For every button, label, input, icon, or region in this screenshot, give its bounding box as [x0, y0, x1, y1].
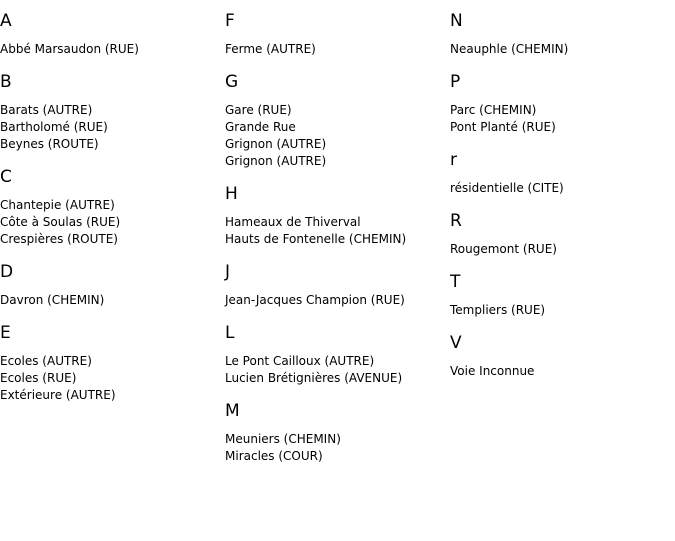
street-item[interactable]: Grignon (AUTRE): [225, 154, 327, 168]
letter-group-t: [450, 272, 670, 319]
street-item[interactable]: Bartholomé (RUE): [0, 120, 108, 134]
letter-group-d: [0, 262, 220, 309]
street-item[interactable]: Crespières (ROUTE): [0, 232, 118, 246]
letter-heading: C: [0, 167, 12, 187]
letter-group-g: [225, 72, 445, 170]
letter-heading: r: [450, 150, 457, 170]
letter-heading: V: [450, 333, 462, 353]
street-item[interactable]: Pont Planté (RUE): [450, 120, 556, 134]
street-item[interactable]: Abbé Marsaudon (RUE): [0, 42, 139, 56]
index-column-2: [225, 11, 445, 479]
letter-group-r-lower: [450, 150, 670, 197]
street-item[interactable]: Lucien Brétignières (AVENUE): [225, 371, 403, 385]
letter-heading: B: [0, 72, 12, 92]
street-item[interactable]: Hauts de Fontenelle (CHEMIN): [225, 232, 407, 246]
street-item[interactable]: Le Pont Cailloux (AUTRE): [225, 354, 375, 368]
street-item[interactable]: Beynes (ROUTE): [0, 137, 99, 151]
letter-heading: H: [225, 184, 238, 204]
letter-heading: D: [0, 262, 14, 282]
letter-heading: L: [225, 323, 235, 343]
street-item[interactable]: Ecoles (RUE): [0, 371, 77, 385]
letter-group-c: [0, 167, 220, 248]
street-item[interactable]: Parc (CHEMIN): [450, 103, 537, 117]
letter-group-f: [225, 11, 445, 58]
letter-group-a: [0, 11, 220, 58]
letter-heading: J: [225, 262, 231, 282]
letter-heading: T: [450, 272, 461, 292]
street-item[interactable]: Grignon (AUTRE): [225, 137, 327, 151]
street-item[interactable]: Côte à Soulas (RUE): [0, 215, 121, 229]
letter-heading: N: [450, 11, 463, 31]
street-item[interactable]: Rougemont (RUE): [450, 242, 557, 256]
letter-heading: E: [0, 323, 11, 343]
letter-group-v: [450, 333, 670, 380]
letter-heading: R: [450, 211, 462, 231]
letter-heading: M: [225, 401, 240, 421]
street-item[interactable]: Voie Inconnue: [450, 364, 535, 378]
index-column-1: [0, 11, 220, 418]
street-item[interactable]: Davron (CHEMIN): [0, 293, 105, 307]
street-item[interactable]: Hameaux de Thiverval: [225, 215, 361, 229]
letter-group-l: [225, 323, 445, 387]
street-item[interactable]: Miracles (COUR): [225, 449, 323, 463]
letter-heading: F: [225, 11, 235, 31]
street-item[interactable]: Templiers (RUE): [450, 303, 546, 317]
letter-group-m: [225, 401, 445, 465]
street-item[interactable]: Ecoles (AUTRE): [0, 354, 92, 368]
street-item[interactable]: Extérieure (AUTRE): [0, 388, 116, 402]
letter-group-p: [450, 72, 670, 136]
street-item[interactable]: résidentielle (CITE): [450, 181, 564, 195]
street-item[interactable]: Ferme (AUTRE): [225, 42, 316, 56]
letter-heading: A: [0, 11, 12, 31]
letter-group-n: [450, 11, 670, 58]
street-item[interactable]: Neauphle (CHEMIN): [450, 42, 569, 56]
letter-group-j: [225, 262, 445, 309]
letter-heading: G: [225, 72, 239, 92]
letter-group-e: [0, 323, 220, 404]
letter-group-r: [450, 211, 670, 258]
letter-group-b: [0, 72, 220, 153]
street-item[interactable]: Grande Rue: [225, 120, 296, 134]
letter-heading: P: [450, 72, 461, 92]
street-item[interactable]: Meuniers (CHEMIN): [225, 432, 341, 446]
letter-group-h: [225, 184, 445, 248]
index-column-3: [450, 11, 670, 394]
street-item[interactable]: Gare (RUE): [225, 103, 292, 117]
street-item[interactable]: Barats (AUTRE): [0, 103, 93, 117]
street-item[interactable]: Chantepie (AUTRE): [0, 198, 115, 212]
street-item[interactable]: Jean-Jacques Champion (RUE): [225, 293, 405, 307]
